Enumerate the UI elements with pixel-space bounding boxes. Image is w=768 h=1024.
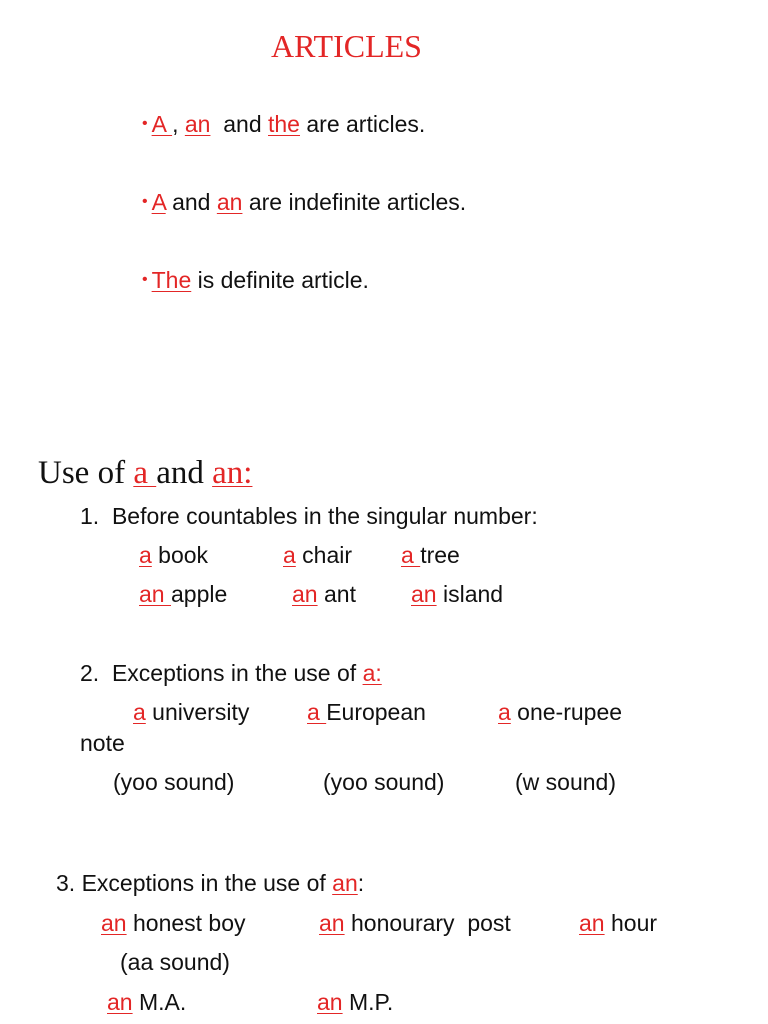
article-word: a (498, 699, 511, 725)
bullet-item-1 (142, 111, 425, 138)
example-an-ma (107, 989, 186, 1016)
article-word: an (332, 870, 358, 896)
noun: honourary post (344, 910, 511, 936)
article-word: a (401, 542, 421, 568)
article-word: A (151, 189, 166, 215)
article-word: an (317, 989, 343, 1015)
article-word: The (151, 267, 192, 293)
noun: honest boy (126, 910, 246, 936)
text: , (172, 111, 185, 137)
article-word: an (216, 189, 243, 215)
article-word: an (101, 910, 127, 936)
text: and (165, 189, 217, 215)
noun: tree (420, 542, 460, 568)
sound-note: (yoo sound) (113, 769, 235, 795)
section3-heading (56, 870, 364, 897)
noun: apple (170, 581, 228, 607)
bullet-dot-icon: • (142, 115, 148, 132)
article-word: an (579, 910, 605, 936)
article-word: the (268, 111, 300, 137)
example-an-apple (139, 581, 227, 608)
example-a-book (139, 542, 208, 569)
example-an-mp (317, 989, 393, 1016)
example-a-one-rupee (498, 699, 622, 726)
noun: university (145, 699, 250, 725)
section-heading (38, 455, 252, 492)
example-a-university (133, 699, 249, 726)
article-word: a (133, 455, 157, 491)
example-an-honourary-post (319, 910, 511, 937)
article-word: an (292, 581, 318, 607)
example-an-island (411, 581, 503, 608)
noun: chair (295, 542, 353, 568)
article-word: a: (362, 660, 382, 686)
noun: book (151, 542, 209, 568)
example-an-hour (579, 910, 657, 937)
article-word: an (411, 581, 437, 607)
article-word: an (139, 581, 171, 607)
text: and (156, 455, 213, 491)
text: are indefinite articles. (242, 189, 467, 215)
noun: European (326, 699, 426, 725)
text: and (210, 111, 268, 137)
article-word: an (107, 989, 133, 1015)
text: Use of (38, 455, 134, 491)
noun: hour (604, 910, 658, 936)
example-a-chair (283, 542, 352, 569)
example-a-european (307, 699, 426, 726)
article-word: a (307, 699, 327, 725)
text: is definite article. (191, 267, 369, 293)
wrapped-text: note (80, 730, 125, 756)
article-word: an (319, 910, 345, 936)
example-a-tree (401, 542, 460, 569)
section2-heading (80, 660, 382, 687)
sound-note: (aa sound) (120, 949, 230, 975)
noun: M.P. (342, 989, 394, 1015)
bullet-item-3 (142, 267, 369, 294)
article-word: A (151, 111, 173, 137)
sound-note: (yoo sound) (323, 769, 445, 795)
sound-note: (w sound) (515, 769, 616, 795)
noun: island (436, 581, 504, 607)
noun: M.A. (132, 989, 187, 1015)
text: : (357, 870, 365, 896)
noun: ant (317, 581, 356, 607)
section1-heading: 1. Before countables in the singular number: (80, 503, 538, 529)
article-word: a (283, 542, 296, 568)
text: 3. Exceptions in the use of (56, 870, 333, 896)
bullet-dot-icon: • (142, 193, 148, 210)
example-an-honest-boy (101, 910, 246, 937)
example-an-ant (292, 581, 356, 608)
article-word: an: (212, 455, 253, 491)
page-title: ARTICLES (271, 28, 422, 64)
bullet-dot-icon: • (142, 271, 148, 288)
article-word: a (133, 699, 146, 725)
noun: one-rupee (510, 699, 623, 725)
article-word: a (139, 542, 152, 568)
bullet-item-2 (142, 189, 466, 216)
text: 2. Exceptions in the use of (80, 660, 363, 686)
article-word: an (184, 111, 211, 137)
text: are articles. (299, 111, 426, 137)
